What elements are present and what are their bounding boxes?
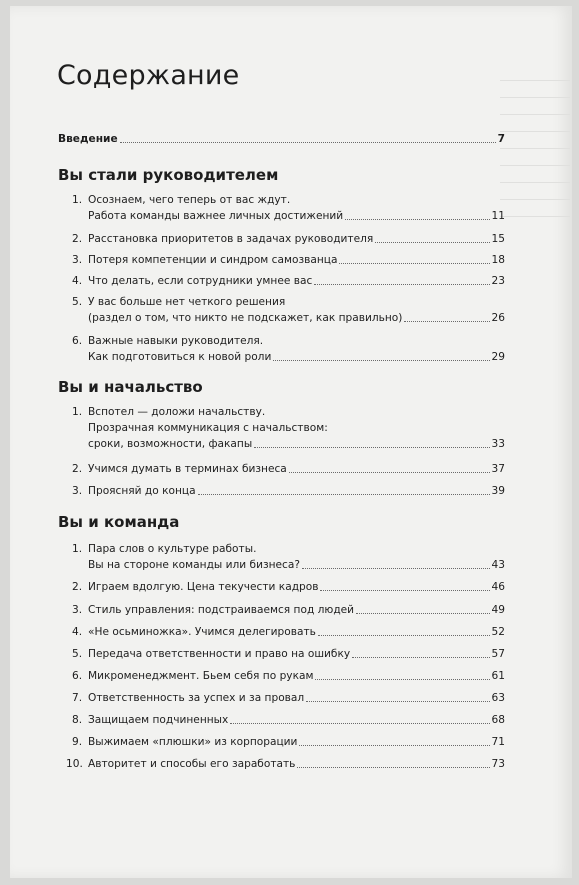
toc-entry: [58, 294, 505, 326]
toc-entry-line: Проясняй до конца: [88, 485, 196, 497]
leader-dots: [289, 472, 490, 473]
leader-dots: [302, 568, 490, 569]
toc-entry-number: 5.: [72, 648, 83, 660]
section-heading: Вы и команда: [58, 513, 180, 531]
toc-entry-number: 3.: [72, 254, 83, 266]
toc-entry: [58, 333, 505, 365]
toc-entry: [58, 579, 505, 595]
leader-dots: [120, 142, 496, 143]
toc-page-number: 39: [491, 485, 505, 497]
toc-entry-line: Играем вдолгую. Цена текучести кадров: [88, 581, 319, 593]
leader-dots: [339, 263, 489, 264]
toc-entry-intro: [58, 131, 505, 147]
toc-entry: [58, 483, 505, 499]
toc-entry-line: Как подготовиться к новой роли: [88, 351, 272, 363]
toc-entry: [58, 192, 505, 224]
toc-page-number: 73: [491, 758, 505, 770]
toc-page-number: 26: [491, 312, 505, 324]
toc-entry-line: Пара слов о культуре работы.: [88, 543, 257, 555]
toc-entry-number: 2.: [72, 233, 83, 245]
leader-dots: [352, 657, 489, 658]
leader-dots: [345, 219, 489, 220]
toc-entry-number: 3.: [72, 604, 83, 616]
toc-page-number: 18: [491, 254, 505, 266]
toc-entry: [58, 646, 505, 662]
leader-dots: [356, 613, 489, 614]
leader-dots: [375, 242, 489, 243]
toc-entry-number: 10.: [66, 758, 83, 770]
toc-entry: [58, 231, 505, 247]
toc-page-number: 23: [491, 275, 505, 287]
toc-entry-line: «Не осьминожка». Учимся делегировать: [88, 626, 316, 638]
leader-dots: [198, 494, 490, 495]
toc-entry-number: 8.: [72, 714, 83, 726]
toc-page-number: 61: [491, 670, 505, 682]
leader-dots: [297, 767, 489, 768]
toc-entry: [58, 404, 505, 452]
toc-entry-line: Потеря компетенции и синдром самозванца: [88, 254, 338, 266]
toc-entry-number: 5.: [72, 296, 83, 308]
toc-entry: [58, 668, 505, 684]
leader-dots: [299, 745, 489, 746]
toc-entry-line: Авторитет и способы его заработать: [88, 758, 296, 770]
leader-dots: [273, 360, 489, 361]
toc-entry-number: 3.: [72, 485, 83, 497]
toc-entry: [58, 541, 505, 573]
toc-entry-number: 4.: [72, 275, 83, 287]
page-title: Содержание: [57, 60, 240, 91]
toc-entry: [58, 734, 505, 750]
toc-entry-number: 9.: [72, 736, 83, 748]
toc-page-number: 52: [491, 626, 505, 638]
toc-entry: [58, 624, 505, 640]
leader-dots: [320, 590, 489, 591]
toc-entry-number: 1.: [72, 406, 83, 418]
toc-entry-number: 1.: [72, 543, 83, 555]
toc-entry-line: Передача ответственности и право на ошибку: [88, 648, 351, 660]
toc-entry-number: 6.: [72, 670, 83, 682]
toc-page-number: 43: [491, 559, 505, 571]
toc-page-number: 57: [491, 648, 505, 660]
toc-entry: [58, 712, 505, 728]
toc-page-number: 29: [491, 351, 505, 363]
toc-entry-line: сроки, возможности, факапы: [88, 438, 253, 450]
section-heading: Вы и начальство: [58, 378, 203, 396]
toc-entry: [58, 602, 505, 618]
toc-entry-line: (раздел о том, что никто не подскажет, как правильно): [88, 312, 403, 324]
toc-entry-line: Микроменеджмент. Бьем себя по рукам: [88, 670, 314, 682]
leader-dots: [315, 679, 489, 680]
toc-entry-line: Осознаем, чего теперь от вас ждут.: [88, 194, 291, 206]
toc-entry-line: Прозрачная коммуникация с начальством:: [88, 422, 328, 434]
toc-page-number: 33: [491, 438, 505, 450]
leader-dots: [254, 447, 489, 448]
toc-entry: [58, 690, 505, 706]
toc-entry-number: 2.: [72, 581, 83, 593]
toc-page-number: 37: [491, 463, 505, 475]
toc-page-number: 7: [497, 133, 505, 145]
toc-entry-line: Вспотел — доложи начальству.: [88, 406, 266, 418]
toc-entry-line: Учимся думать в терминах бизнеса: [88, 463, 287, 475]
leader-dots: [318, 635, 490, 636]
toc-entry-line: Ответственность за успех и за провал: [88, 692, 305, 704]
toc-entry-line: Важные навыки руководителя.: [88, 335, 264, 347]
toc-entry-number: 6.: [72, 335, 83, 347]
toc-entry: [58, 273, 505, 289]
leader-dots: [230, 723, 489, 724]
leader-dots: [404, 321, 489, 322]
toc-entry-line: У вас больше нет четкого решения: [88, 296, 286, 308]
toc-page-number: 71: [491, 736, 505, 748]
toc-entry-line: Защищаем подчиненных: [88, 714, 229, 726]
toc-page-number: 11: [491, 210, 505, 222]
toc-page-number: 15: [491, 233, 505, 245]
toc-entry-number: 1.: [72, 194, 83, 206]
leader-dots: [314, 284, 489, 285]
toc-page-number: 63: [491, 692, 505, 704]
toc-entry-line: Стиль управления: подстраиваемся под людей: [88, 604, 355, 616]
toc-entry-number: 4.: [72, 626, 83, 638]
toc-page-number: 46: [491, 581, 505, 593]
toc-entry-line: Расстановка приоритетов в задачах руководителя: [88, 233, 374, 245]
leader-dots: [306, 701, 489, 702]
toc-entry-line: Что делать, если сотрудники умнее вас: [88, 275, 313, 287]
toc-page-number: 49: [491, 604, 505, 616]
toc-entry-label: Введение: [58, 133, 118, 145]
toc-entry-line: Вы на стороне команды или бизнеса?: [88, 559, 300, 571]
toc-entry: [58, 756, 505, 772]
toc-entry: [58, 461, 505, 477]
toc-entry-line: Работа команды важнее личных достижений: [88, 210, 344, 222]
toc-entry-number: 7.: [72, 692, 83, 704]
toc-page-number: 68: [491, 714, 505, 726]
toc-entry-number: 2.: [72, 463, 83, 475]
toc-entry: [58, 252, 505, 268]
section-heading: Вы стали руководителем: [58, 166, 279, 184]
toc-entry-line: Выжимаем «плюшки» из корпорации: [88, 736, 298, 748]
